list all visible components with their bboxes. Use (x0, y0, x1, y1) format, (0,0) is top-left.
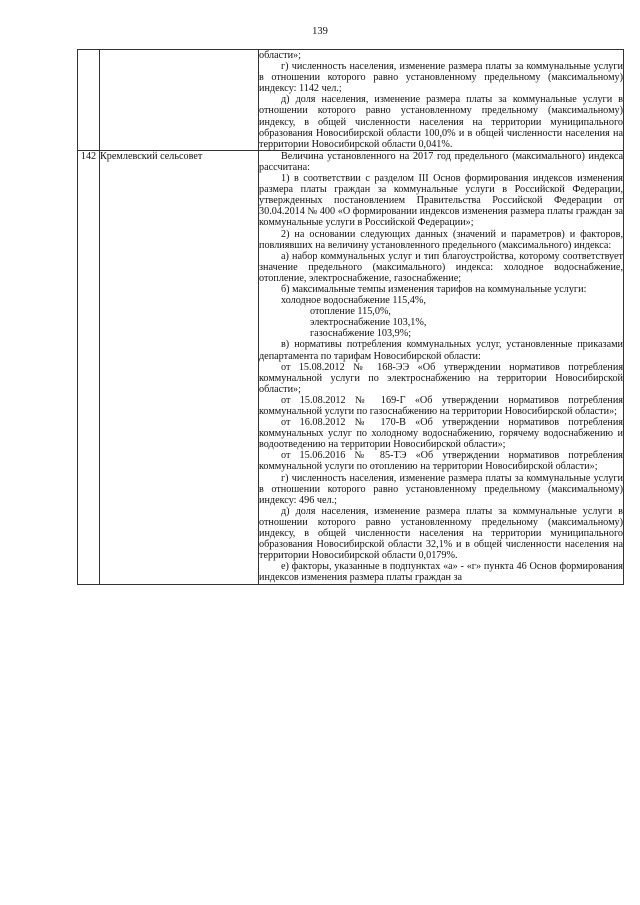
index-justification (259, 150, 624, 584)
row-number (78, 50, 100, 151)
paragraph: от 15.06.2016 № 85-ТЭ «Об утверждении нормативов потребления коммунальной услуги по отоплению на территории Новосибирской области»; (259, 450, 623, 473)
paragraph: Величина установленного на 2017 год предельного (максимального) индекса рассчитана: (259, 150, 623, 173)
paragraph: а) набор коммунальных услуг и тип благоустройства, которому соответствует значение предельного (максимального) индекса: холодное водоснабжение, отопление, электроснабжение, газоснабжение; (259, 250, 623, 284)
paragraph: 1) в соответствии с разделом III Основ формирования индексов изменения размера платы граждан за коммунальные услуги в Российской Федерации, утвержденных постановлением Правительства Российской Федерации от 30.04.2014 № 400 «О формировании индексов изменения размера платы граждан за коммунальные услуги в Российской Федерации»; (259, 173, 623, 229)
municipality-name (100, 50, 259, 151)
row-number: 142 (78, 150, 100, 584)
paragraph: б) максимальные темпы изменения тарифов на коммунальные услуги: (281, 283, 587, 295)
paragraph: газоснабжение 103,9%; (310, 328, 412, 340)
paragraph: е) факторы, указанные в подпунктах «а» - «г» пункта 46 Основ формирования индексов изменения размера платы граждан за (259, 561, 623, 584)
paragraph: в) нормативы потребления коммунальных услуг, установленные приказами департамента по тарифам Новосибирской области: (259, 339, 623, 362)
page-number: 139 (312, 26, 328, 37)
paragraph: области»; (259, 50, 301, 61)
paragraph: от 16.08.2012 № 170-В «Об утверждении нормативов потребления коммунальных услуг по холодному водоснабжению, горячему водоснабжению и водоотведению на территории Новосибирской области»; (259, 417, 623, 451)
paragraph: отопление 115,0%, (310, 306, 391, 318)
paragraph: 2) на основании следующих данных (значений и параметров) и факторов, повлиявших на величину установленного предельного (максимального) индекса: (259, 228, 623, 251)
paragraph: г) численность населения, изменение размера платы за коммунальные услуги в отношении которого равно установленному предельному (максимальному) индексу: 496 чел.; (259, 472, 623, 506)
paragraph: от 15.08.2012 № 168-ЭЭ «Об утверждении нормативов потребления коммунальной услуги по электроснабжению на территории Новосибирской области»; (259, 361, 623, 395)
paragraph: от 15.08.2012 № 169-Г «Об утверждении нормативов потребления коммунальной услуги по газоснабжению на территории Новосибирской области»; (259, 394, 623, 417)
table-row (78, 50, 624, 151)
municipal-index-table (77, 49, 624, 585)
paragraph: г) численность населения, изменение размера платы за коммунальные услуги в отношении которого равно установленному предельному (максимальному) индексу: 1142 чел.; (259, 61, 623, 95)
table-row (78, 150, 624, 584)
paragraph: д) доля населения, изменение размера платы за коммунальные услуги в отношении которого равно установленному предельному (максимальному) индексу, в общей численности населения на территории муниципального образования Новосибирской области 32,1% и в общей численности населения на территории Новосибирской области 0,0179%. (259, 505, 623, 562)
paragraph: холодное водоснабжение 115,4%, (281, 295, 426, 307)
index-justification (259, 50, 624, 151)
paragraph: электроснабжение 103,1%, (310, 317, 427, 329)
municipality-name: Кремлевский сельсовет (100, 150, 259, 584)
paragraph: д) доля населения, изменение размера платы за коммунальные услуги в отношении которого равно установленному предельному (максимальному) индексу, в общей численности населения на территории муниципального образования Новосибирской области 100,0% и в общей численности населения на территории Новосибирской области 0,041%. (259, 94, 623, 150)
